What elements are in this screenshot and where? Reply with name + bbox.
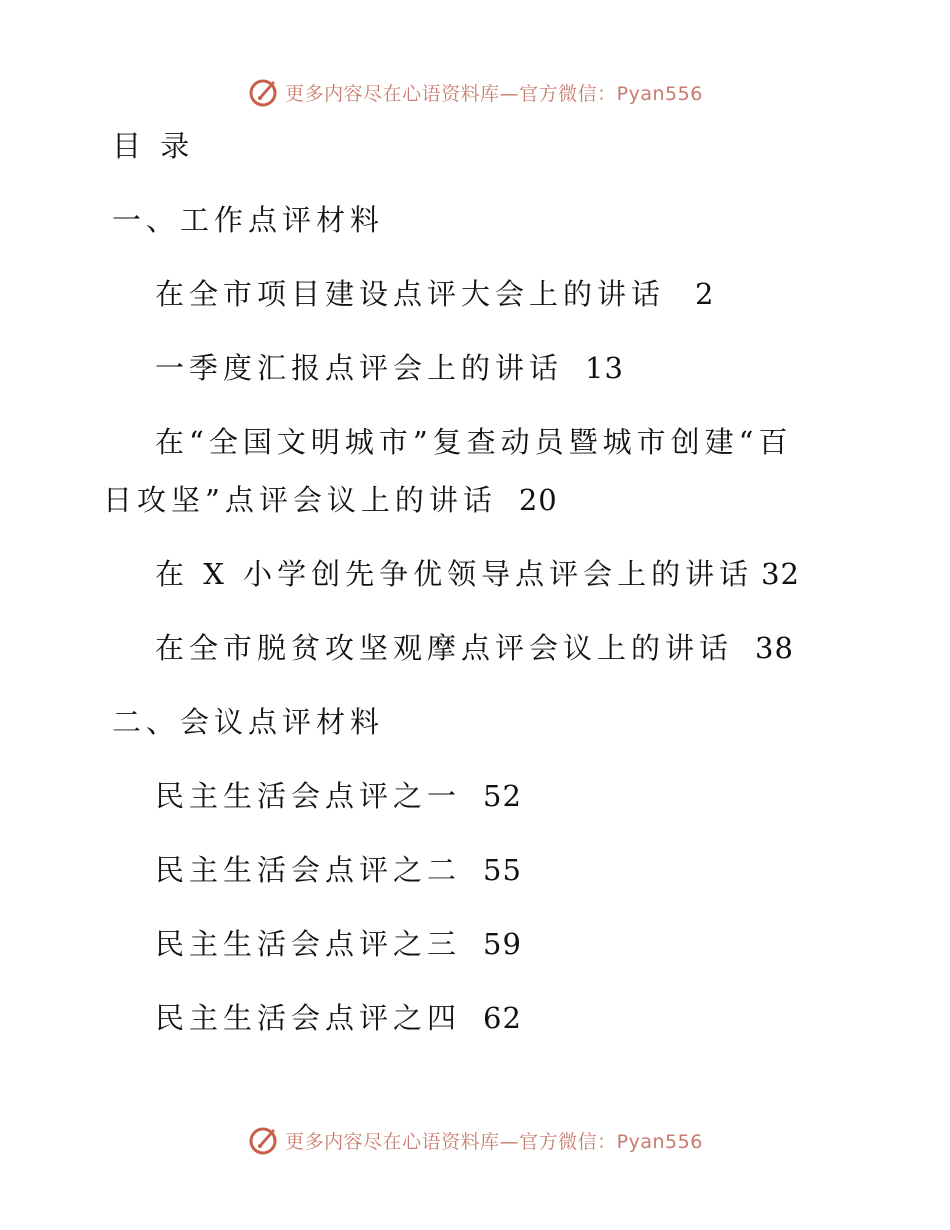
toc-entry[interactable] [155,776,522,816]
toc-entry-title: 在全市项目建设点评大会上的讲话 [155,277,666,311]
toc-entry-page: 59 [483,927,522,961]
quill-logo-icon [247,1123,281,1157]
toc-entry[interactable] [155,554,800,594]
toc-entry-title: 日攻坚”点评会议上的讲话 [103,483,497,517]
watermark-text: 更多内容尽在心语资料库—官方微信：Pyan556 [285,82,703,105]
toc-entry[interactable] [155,628,794,668]
toc-entry[interactable] [155,850,522,890]
toc-title: 目 录 [112,129,195,163]
toc-entry-title: 在全市脱贫攻坚观摩点评会议上的讲话 [155,631,734,665]
toc-entry-page: 38 [755,631,794,665]
toc-entry-page: 52 [483,779,522,813]
toc-entry-page: 13 [585,351,624,385]
watermark-banner-bottom [0,1120,950,1160]
toc-entry-title: 民主生活会点评之四 [155,1001,462,1035]
watermark-banner-top [0,72,950,112]
toc-entry[interactable] [155,274,714,314]
toc-entry-line2[interactable] [103,480,558,520]
toc-entry[interactable] [155,924,522,964]
toc-entry-title: 民主生活会点评之二 [155,853,462,887]
toc-entry[interactable] [155,348,624,388]
section-heading: 一、工作点评材料 [112,203,385,237]
quill-logo-icon [247,75,281,109]
toc-entry-page: 20 [518,483,558,517]
toc-entry-page: 2 [695,277,715,311]
toc-entry-page: 62 [483,1001,522,1035]
section-heading: 二、会议点评材料 [112,705,385,739]
watermark-text: 更多内容尽在心语资料库—官方微信：Pyan556 [285,1130,703,1153]
toc-entry-title: 民主生活会点评之三 [155,927,462,961]
toc-entry-title: 在 X 小学创先争优领导点评会上的讲话 [155,557,754,591]
toc-entry-title: 民主生活会点评之一 [155,779,462,813]
toc-entry-title: 一季度汇报点评会上的讲话 [155,351,564,385]
toc-entry-page: 55 [483,853,522,887]
toc-entry[interactable] [155,998,522,1038]
toc-entry-line1[interactable]: 在“全国文明城市”复查动员暨城市创建“百 [155,425,793,459]
toc-entry-page: 32 [761,557,800,591]
